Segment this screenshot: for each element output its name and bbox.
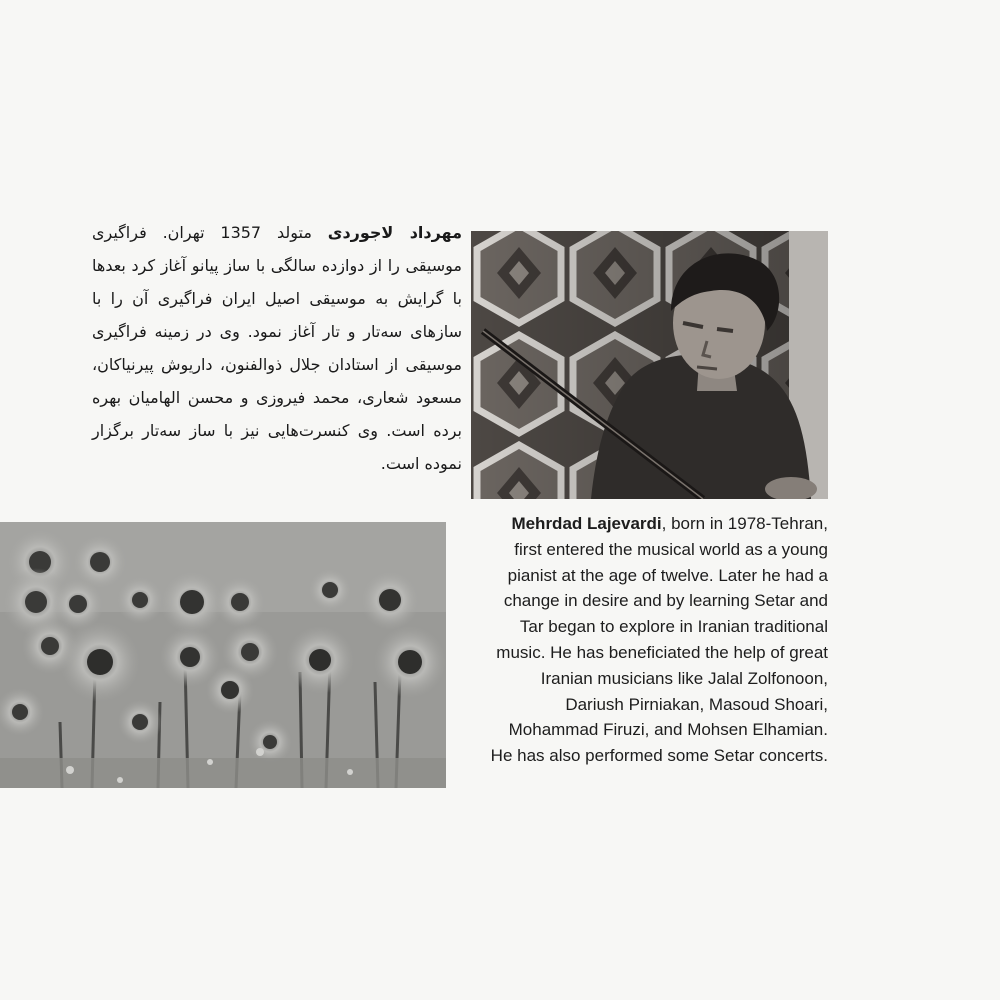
english-biography	[484, 511, 828, 769]
flower-painting	[0, 522, 446, 788]
english-artist-name: Mehrdad Lajevardi	[511, 514, 662, 533]
artist-photo	[471, 231, 828, 499]
persian-biography	[92, 216, 462, 480]
persian-artist-name: مهرداد لاجوردی	[327, 223, 463, 242]
persian-biography-body: متولد 1357 تهران. فراگیری موسیقی را از دوازده سالگی با ساز پیانو آغاز کرد بعدها با گرایش به موسیقی اصیل ایران فراگیری آن را با سازهای سه‌تار و تار آغاز نمود. وی در زمینه فراگیری موسیقی از استادان جلال ذوالفنون، داریوش پیرنیاکان، مسعود شعاری، محمد فیروزی و محسن الهامیان بهره برده است. وی کنسرت‌هایی نیز با ساز سه‌تار برگزار نموده است.	[92, 223, 462, 473]
english-biography-body: , born in 1978-Tehran, first entered the musical world as a young pianist at the age of twelve. Later he had a change in desire and by learning Setar and Tar began to explore in Iranian traditional music. He has beneficiated the help of great Iranian musicians like Jalal Zolfonoon, Dariush Pirniakan, Masoud Shoari, Mohammad Firuzi, and Mohsen Elhamian. He has also performed some Setar concerts.	[490, 514, 828, 766]
